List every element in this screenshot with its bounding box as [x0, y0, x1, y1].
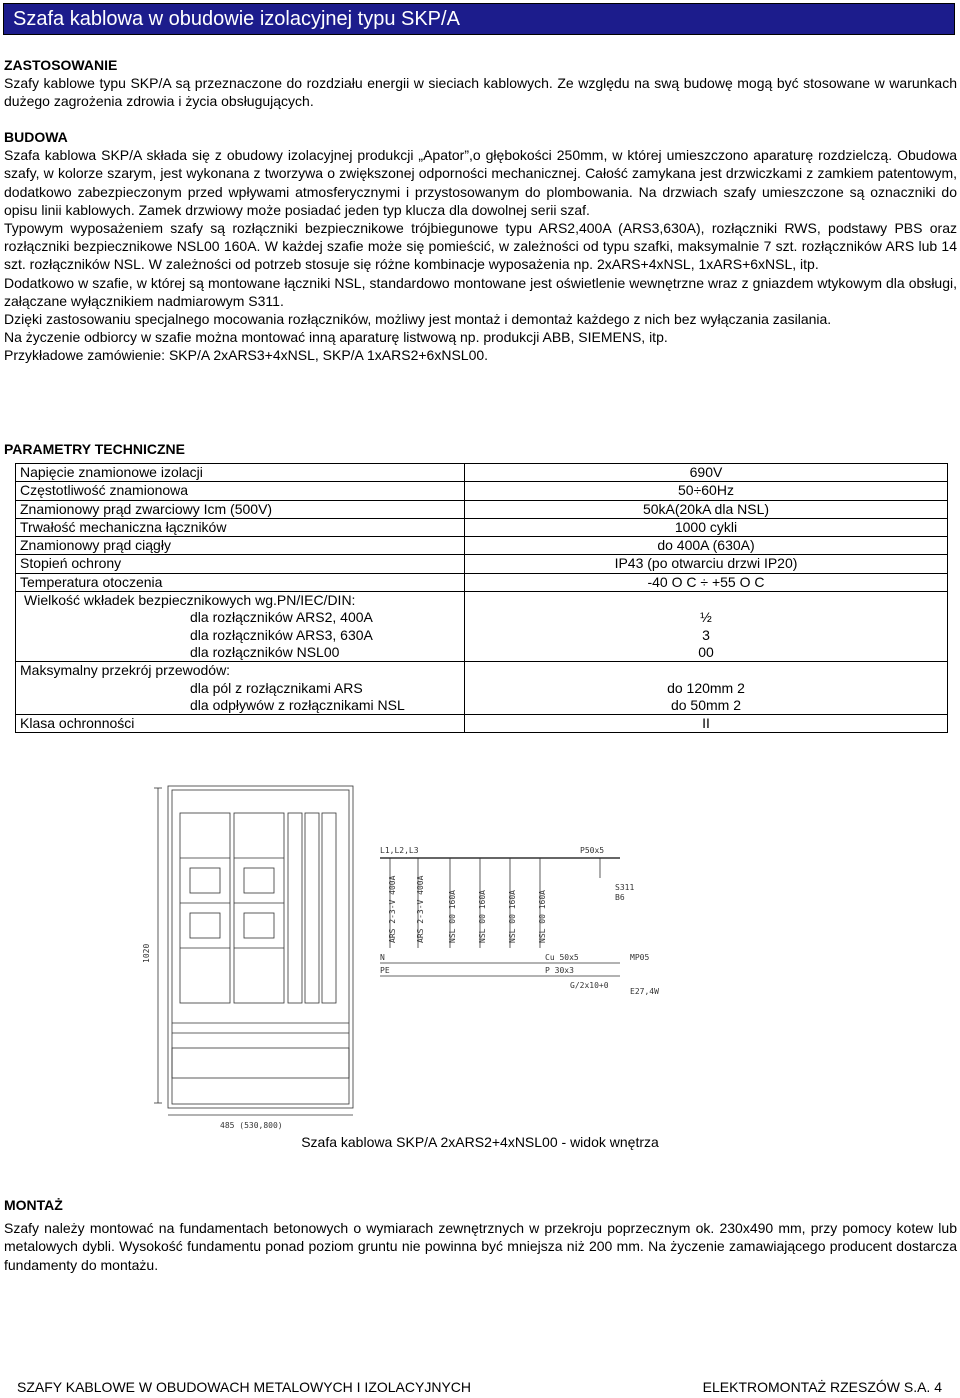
param-value: -40 O C ÷ +55 O C [465, 573, 948, 591]
param-label: Znamionowy prąd ciągły [16, 537, 465, 555]
cross-cell [16, 662, 465, 715]
section-montaz [4, 1196, 957, 1274]
param-label: Klasa ochronności [16, 715, 465, 733]
mp05-label: MP05 [630, 953, 650, 962]
heading-parametry: PARAMETRY TECHNICZNE [4, 441, 185, 457]
fuse-values [465, 592, 948, 662]
s311-label: S311 [615, 883, 635, 892]
bus-label: L1,L2,L3 [380, 846, 419, 855]
param-label: Znamionowy prąd zwarciowy Icm (500V) [16, 500, 465, 518]
param-label: Stopień ochrony [16, 555, 465, 573]
param-sublabel: dla rozłączników NSL00 [190, 643, 340, 660]
param-value: do 400A (630A) [465, 537, 948, 555]
param-label: Maksymalny przekrój przewodów: [20, 662, 231, 679]
table-row [16, 482, 948, 500]
montaz-text: Szafy należy montować na fundamentach betonowych o wymiarach zewnętrznych w przekroju poprzecznym ok. 230x490 mm, przy pomocy kotew lub metalowych dybli. Wysokość fundamentu ponad poziom gruntu nie powinna być mniejsza niż 200 mm. Na życzenie zamawiającego producent dostarcza fundamenty do montażu. [4, 1220, 957, 1273]
param-value: 1000 cykli [465, 518, 948, 536]
param-label: Trwałość mechaniczna łączników [16, 518, 465, 536]
switch-modules [180, 813, 336, 1003]
param-sublabel: dla rozłączników ARS2, 400A [190, 609, 373, 626]
zastosowanie-text: Szafy kablowe typu SKP/A są przeznaczone do rozdziału energii w sieciach kablowych. Ze względu na swą budowę mogą być stosowane w warunkach dużego zagrożenia zdrowia i życia obsługujących. [4, 75, 957, 110]
switch-label: NSL 00 160A [538, 890, 547, 943]
param-sublabel: dla pól z rozłącznikami ARS [190, 679, 363, 696]
param-label: Wielkość wkładek bezpiecznikowych wg.PN/IEC/DIN: [24, 592, 356, 609]
budowa-paragraph: Przykładowe zamówienie: SKP/A 2xARS3+4xNSL, SKP/A 1xARS2+6xNSL00. [4, 347, 489, 364]
p-label: P 30x3 [545, 966, 574, 975]
n-label: N [380, 953, 385, 962]
table-row [16, 518, 948, 536]
page-title: Szafa kablowa w obudowie izolacyjnej typu SKP/A [13, 8, 460, 30]
switch-label: NSL 00 160A [478, 890, 487, 943]
e27-label: E27,4W [630, 987, 659, 996]
title-bar [3, 3, 955, 35]
table-row [16, 555, 948, 573]
width-dimension-label: 485 (530,800) [220, 1121, 283, 1130]
g2-label: G/2x10+0 [570, 981, 609, 990]
param-value: do 50mm 2 [670, 696, 742, 713]
budowa-paragraph: Szafa kablowa SKP/A składa się z obudowy izolacyjnej produkcji „Apator”,o głębokości 250mm, w której umieszczono aparaturę rozdzielczą. Obudowa szafy, w kolorze szarym, jest wykonana z tworzywa o zwiększonej odporności mechanicznej. Całość zamykana jest drzwiczkami z zamkiem patentowym, dodatkowo zabezpieczonym przed wpływami atmosferycznymi i przystosowanym do plombowania. Na drzwiach szafy umieszczone są oznaczniki do opisu linii kablowych. Zamek drzwiowy może posiadać jeden typ klucza dla dowolnej serii szaf. [4, 147, 957, 218]
switch-label: ARS 2-3-V 400A [388, 875, 397, 943]
param-label: Napięcie znamionowe izolacji [16, 464, 465, 482]
param-value: IP43 (po otwarciu drzwi IP20) [465, 555, 948, 573]
height-dimension-label: 1020 [142, 943, 151, 963]
section-zastosowanie [4, 56, 957, 111]
budowa-paragraph: Dzięki zastosowaniu specjalnego mocowania rozłączników, możliwy jest montaż i demontaż każdego z nich bez wyłączania zasilania. [4, 311, 832, 328]
budowa-paragraph: Dodatkowo w szafie, w której są montowane łączniki NSL, standardowo montowane jest oświetlenie wewnętrzne wraz z gniazdem wtykowym dla obsługi, załączane wyłącznikiem nadmiarowym S311. [4, 274, 957, 309]
table-row [16, 500, 948, 518]
cabinet-drawing [142, 758, 730, 1133]
table-row [16, 662, 948, 715]
wiring-schematic [380, 846, 659, 996]
s311-sub-label: B6 [615, 893, 625, 902]
footer-right: ELEKTROMONTAŻ RZESZÓW S.A. 4 [702, 1379, 942, 1395]
param-label: Częstotliwość znamionowa [16, 482, 465, 500]
drawing-caption: Szafa kablowa SKP/A 2xARS2+4xNSL00 - widok wnętrza [301, 1134, 659, 1150]
table-row [16, 464, 948, 482]
table-row [16, 592, 948, 662]
param-value: 50kA(20kA dla NSL) [465, 500, 948, 518]
param-value: 690V [465, 464, 948, 482]
param-value: 3 [702, 626, 710, 643]
param-value: 50÷60Hz [465, 482, 948, 500]
cu-label: Cu 50x5 [545, 953, 579, 962]
bus-bar-label: P50x5 [580, 846, 605, 855]
heading-budowa: BUDOWA [4, 129, 68, 145]
fuse-cell [16, 592, 465, 662]
switch-label: ARS 2-3-V 400A [416, 875, 425, 943]
cross-values [465, 662, 948, 715]
budowa-paragraph: Typowym wyposażeniem szafy są rozłączniki bezpiecznikowe trójbiegunowe typu ARS2,400A (ARS3,630A), rozłączniki RWS, podstawy PBS oraz rozłączniki bezpiecznikowe NSL00 160A. W każdej szafie może się pomieścić, w zależności od typu szafki, maksymalnie 7 szt. rozłączników ARS lub 14 szt. rozłączników NSL. W zależności od potrzeb stosuje się różne kombinacje wyposażenia np. 2xARS+4xNSL, 1xARS+6xNSL, itp. [4, 220, 957, 273]
params-table [15, 463, 948, 733]
param-sublabel: dla odpływów z rozłącznikami NSL [190, 696, 405, 713]
table-row [16, 537, 948, 555]
cabinet-outline [168, 786, 353, 1108]
section-budowa [4, 128, 957, 365]
switch-label: NSL 00 160A [508, 890, 517, 943]
switch-label: NSL 00 160A [448, 890, 457, 943]
param-sublabel: dla rozłączników ARS3, 630A [190, 626, 373, 643]
table-row [16, 715, 948, 733]
param-value: 00 [698, 643, 714, 660]
param-value: do 120mm 2 [667, 679, 745, 696]
pe-label: PE [380, 966, 390, 975]
budowa-paragraph: Na życzenie odbiorcy w szafie można montować inną aparaturę listwową np. produkcji ABB, SIEMENS, itp. [4, 329, 668, 346]
heading-zastosowanie: ZASTOSOWANIE [4, 57, 118, 73]
heading-montaz: MONTAŻ [4, 1197, 63, 1213]
param-value: II [465, 715, 948, 733]
footer-left: SZAFY KABLOWE W OBUDOWACH METALOWYCH I IZOLACYJNYCH [17, 1379, 472, 1395]
param-value: ½ [700, 609, 712, 626]
table-row [16, 573, 948, 591]
param-label: Temperatura otoczenia [16, 573, 465, 591]
